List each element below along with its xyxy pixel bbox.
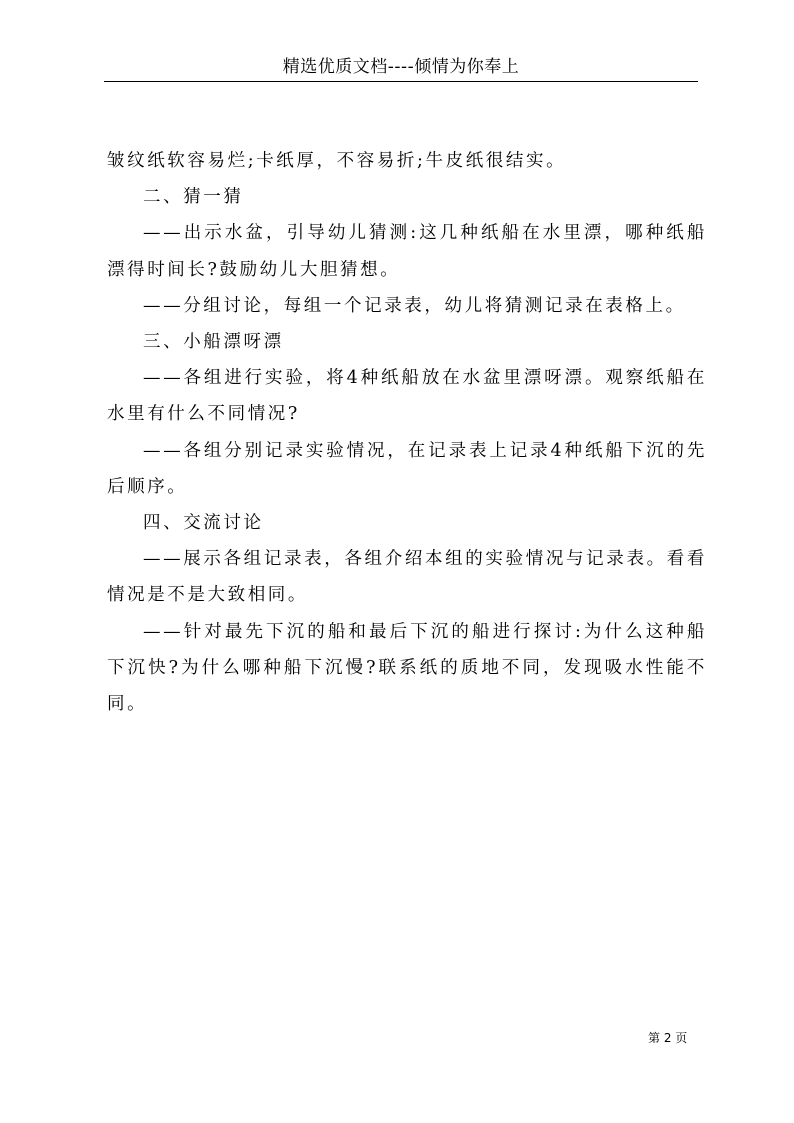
section-heading: 二、猜一猜: [143, 187, 244, 208]
paragraph: 皱纹纸软容易烂;卡纸厚，不容易折;牛皮纸很结实。: [107, 151, 567, 171]
page-number: 第 2 页: [648, 1031, 688, 1045]
paragraph: ——针对最先下沉的船和最后下沉的船进行探讨:为什么这种船下沉快?为什么哪种船下沉慢?联系纸的质地不同，发现吸水性能不同。: [107, 621, 707, 715]
paragraph: ——分组讨论，每组一个记录表，幼儿将猜测记录在表格上。: [143, 295, 686, 316]
page-footer: [648, 1030, 687, 1046]
header-title: 精选优质文档----倾情为你奉上: [282, 57, 520, 77]
page-header: [104, 53, 698, 82]
section-heading: 三、小船漂呀漂: [143, 332, 284, 353]
paragraph: ——出示水盆，引导幼儿猜测:这几种纸船在水里漂，哪种纸船漂得时间长?鼓励幼儿大胆猜想。: [107, 223, 707, 280]
document-body: [107, 143, 707, 722]
paragraph: ——各组进行实验，将4种纸船放在水盆里漂呀漂。观察纸船在水里有什么不同情况?: [107, 368, 707, 425]
paragraph: ——各组分别记录实验情况，在记录表上记录4种纸船下沉的先后顺序。: [107, 440, 707, 497]
paragraph: ——展示各组记录表，各组介绍本组的实验情况与记录表。看看情况是不是大致相同。: [107, 549, 707, 606]
section-heading: 四、交流讨论: [143, 513, 264, 534]
